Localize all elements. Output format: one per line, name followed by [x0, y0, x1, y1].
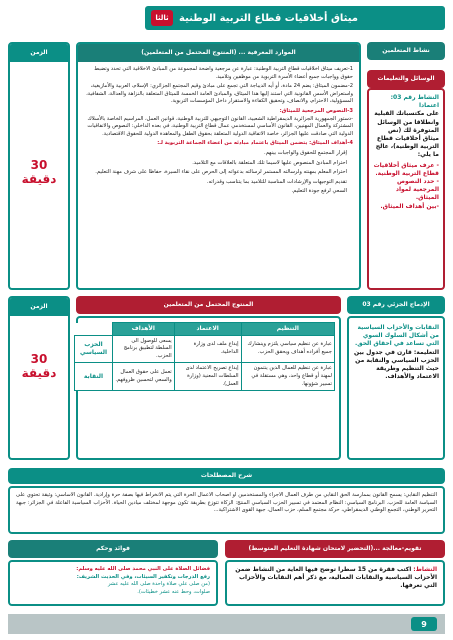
partial-line: من أشكال السلوك السوي	[362, 332, 439, 340]
partial-line: الحزب السياسي والنقابة من	[355, 356, 439, 364]
means-title: الوسائل والتعليمات	[367, 70, 445, 88]
partial-time-value: 30 دقيقة	[21, 352, 57, 380]
instructions-box	[367, 88, 445, 290]
evaluation-label: النشاط:	[413, 566, 437, 573]
table-col-org: التنظيم	[241, 323, 334, 336]
row-label: النقابة	[75, 363, 113, 391]
instruction-line: النشاط رقم 03: اعتمادا	[390, 94, 439, 110]
instruction-line: ميثاق أخلاقيات قطاع	[376, 135, 439, 143]
page-title: ميثاق أخلاقيات قطاع التربية الوطنية	[179, 12, 358, 24]
partial-line: التعليمة: قارن في جدول بين	[353, 348, 439, 356]
terms-box	[8, 486, 445, 534]
cell: تعمل على حقوق العمال والسعي لتحسين ظروفهم.	[113, 363, 175, 391]
table-col-goals: الأهداف	[113, 323, 175, 336]
resources-time-value: 30 دقيقة	[21, 158, 57, 186]
instruction-line: على مكتسباتك القبلية	[374, 110, 439, 118]
instruction-line: ما يلي:	[417, 151, 439, 159]
task-item: - حدد النصوص المرجعية لمواد الميثاق.	[395, 178, 439, 202]
page-number: 9	[411, 617, 437, 631]
instruction-line: وانطلاقا من الوسائل	[377, 118, 439, 126]
comparison-table	[74, 322, 335, 391]
activity-title: نشاط المتعلمين	[367, 42, 445, 60]
page-header	[145, 6, 445, 30]
partial-line: حيث التنظيم وطريقة	[376, 365, 439, 373]
resources-title: الموارد المعرفية ... (المنتوج المحتمل من المتعلمين)	[78, 44, 359, 62]
wisdom-line: (من صلى علي صلاة واحدة صلى الله عليه عشر	[107, 581, 210, 588]
evaluation-box	[225, 560, 445, 606]
task-item: - عرف ميثاق أخلاقيات قطاع التربية الوطنية.	[373, 161, 439, 177]
product-title: المنتوج المحتمل من المتعلمين	[76, 296, 341, 314]
resource-definition: 1-تعريف ميثاق أخلاقيات قطاع التربية الوطنية: عبارة عن مرجعية واضحة لمجموعة من المبادئ الأخلاقية التي تحدد وتضبط حقوق وواجبات جميع أعضاء الأسرة التربوية من موظفين وتلاميذ.	[94, 66, 353, 80]
instruction-line: التربية الوطنية)، عالج	[375, 143, 439, 151]
cell: عبارة عن تنظيم للعمال الذين ينتمون لمهنة أو قطاع واحد، وهي مستقلة في تسيير شؤونها.	[241, 363, 334, 391]
section-badge: ثالثا	[151, 10, 173, 26]
table-col-approval: الاعتماد	[174, 323, 241, 336]
partial-line: التي تساعد في احقاق الحق.	[355, 340, 439, 348]
resource-references: -دستور الجمهورية الجزائرية الديمقراطية الشعبية، القانون التوجيهي للتربية الوطنية، قوانين العمل، المراسيم الخاصة بالأسلاك المشتركة والعمال المهنيين، القانون الأساسي لمستخدمي عمال قطاع التربية الوطنية، في بعده الداخلي: النصوص والاتفاقيات الدولية التي صادقت عليها الجزائر، خاصة الاتفاقية الدولية المتعلقة بحقوق الطفل والمعاهدة الدولية للحقوق الاقتصادية.	[87, 115, 353, 137]
partial-box	[347, 316, 445, 460]
cell: يسعى للوصول الى السلطة لتطبيق برنامج الحزب.	[113, 335, 175, 363]
goal-item: السعي لرفع جودة التعليم.	[291, 188, 347, 195]
resources-box	[76, 42, 361, 290]
wisdom-title: فوائد وحكم	[8, 540, 218, 558]
table-row	[75, 335, 335, 363]
wisdom-line: رفع الدرجات وتكفير السيئات، وفي الحديث الشريف:	[76, 573, 210, 580]
cell: إيداع ملف لدى وزارة الداخلية.	[174, 335, 241, 363]
partial-title: الإدماج الجزئي رقم 03	[347, 296, 445, 314]
resource-references-title: 3-النصوص المرجعية للميثاق:	[279, 107, 353, 114]
cell: إيداع تصريح الاعتماد لدى السلطات المعنية (وزارة العمل).	[174, 363, 241, 391]
partial-time-label: الزمن	[10, 298, 68, 316]
partial-line: النقابات والأحزاب السياسية	[357, 324, 439, 331]
goal-item: إقرار المجتمع للحقوق والواجبات بينهم.	[264, 149, 347, 156]
wisdom-box	[8, 560, 218, 606]
cell: عبارة عن تنظيم سياسي يلتزم وينشارك جميع أفراده أهداف ويحقق الحزب.	[241, 335, 334, 363]
partial-line: الاعتماد والأهداف.	[385, 373, 439, 381]
resource-content: 2-مضمون الميثاق: يضم 24 مادة، أو أيه الديباجة التي تجمع على مبادئ وقيم المجتمع الجزائري: الإسلام، العربية والأمازيغية، واستعراض الأسس القانونية التي استند إليها هذا الميثاق، والمبادئ العامة الخمسة للميثاق المتعلقة بالنزاهة والعدالة، الشفافية، المسؤولية، الاحترام، والانصاف، وتحقيق الكفاءة والاستقرار داخل المؤسسات التربوية.	[86, 83, 353, 105]
time-label: الزمن	[10, 44, 68, 62]
row-label: الحزب السياسي	[75, 335, 113, 363]
terms-title: شرح المصطلحات	[8, 468, 445, 484]
terms-text: التنظيم النقابي: يسمح القانون بممارسة الحق النقابي من طرف العمال الأجراء والمستخدمين أو أصحاب الأعمال الحرة التي يتم الانخراط فيها بصفة حرة وإرادية. القانون الأساسي: وثيقة تحتوي على السياسة العامة للحزب. البرنامج السياسي: النظام المعتمد في تسيير الحزب السياسي المنتج: الزكاة تتوزع بطريقة تكون موجهة لمختلف ميادين الحياة. الأحزاب السياسية الفاعلة في الجزائر: جبهة التحرير الوطني، التجمع الوطني الديمقراطي، حركة مجتمع السلم، حزب العمال، جبهة القوى الاشتراكية...	[16, 492, 437, 514]
evaluation-text: اكتب فقرة من 15 سطرا توضح فيها الغاية من النشاط ضمن الأحزاب السياسية والنقابات العمالية، مع ذكر أهم النقابات والأحزاب التي تعرفها.	[235, 566, 437, 590]
footer-bar	[8, 614, 445, 634]
goal-item: احترام المعلم بمهنته ولرسالته المستمر لرسالته بدعواته إلى الحرص على نقاء السيرة، حفاظا على شرف مهنة التعليم.	[95, 169, 347, 176]
wisdom-line: صلوات، وحط عنه عشر خطيئات).	[137, 588, 210, 595]
goal-item: احترام المبادئ المنصوص عليها لاسيما تلك المتعلقة بالعلاقات مع التلاميذ.	[192, 159, 347, 166]
resource-goals-title: 4-أهداف الميثاق: يتضمن الميثاق باعتماد مبادئه من أعضاء الجماعة التربوية لـ:	[157, 140, 353, 147]
task-item: -بين أهداف الميثاق.	[380, 202, 439, 210]
instruction-line: المتوفرة لك (نص	[388, 126, 439, 134]
product-box	[76, 316, 341, 460]
goal-item: تقديم التوجيهات والإرشادات المناسبة للتلاميذ بما يتناسب وقدراته.	[206, 178, 347, 185]
wisdom-line: فضائل الصلاة على النبي محمد صلى الله عليه وسلم:	[76, 566, 210, 572]
evaluation-title: تقويم-معالجة ...(التحضير لامتحان شهادة التعليم المتوسط)	[225, 540, 445, 558]
table-row	[75, 363, 335, 391]
